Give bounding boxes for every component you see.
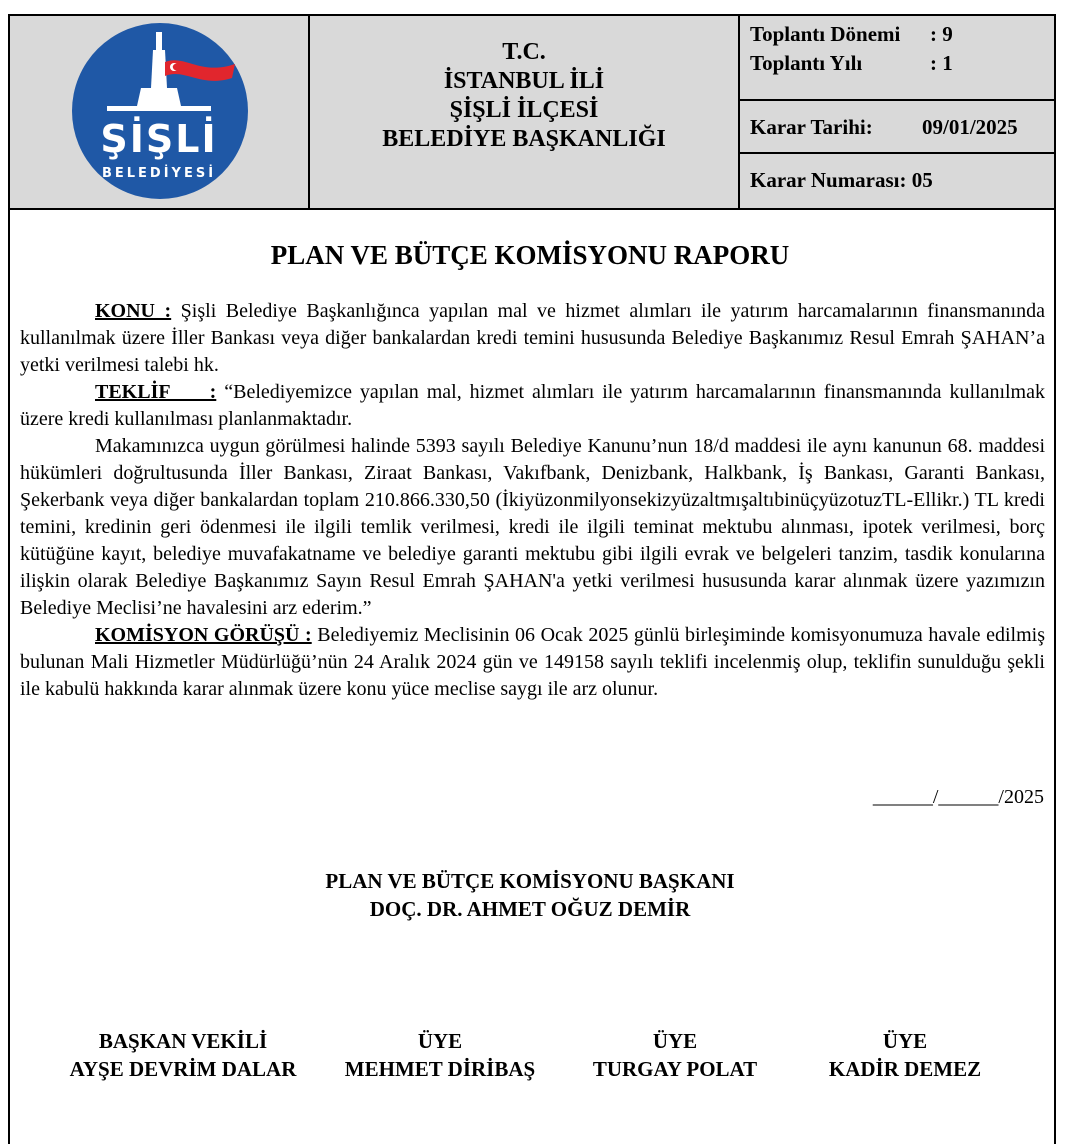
member-signature-1: [48, 1027, 318, 1083]
logo-sub-text: BELEDİYESİ: [101, 166, 217, 181]
logo-tower: [151, 50, 167, 88]
logo-tower-base: [137, 88, 181, 106]
logo-brand-text: ŞİŞLİ: [100, 117, 218, 161]
report-title: PLAN VE BÜTÇE KOMİSYONU RAPORU: [270, 240, 790, 270]
gorus-text: Belediyemiz Meclisinin 06 Ocak 2025 günlü birleşiminde komisyonumuza havale edilmiş bulunan Mali Hizmetler Müdürlüğü’nün 24 Aralık 2024 gün ve 149158 sayılı teklifi incelenmiş olup, teklifin sunulduğu şekli ile kabulü hakkında karar alınmak üzere konu yüce meclise saygı ile arz olunur.: [20, 624, 1045, 700]
member-signature-2: [325, 1027, 555, 1083]
date-line: ______/______/2025: [872, 786, 1044, 808]
teklif-paragraph: [20, 379, 1045, 433]
logo-cell: [10, 16, 310, 208]
member-title: ÜYE: [417, 1029, 463, 1053]
logo-tower-ground: [107, 106, 211, 111]
meeting-period-value: : 9: [930, 22, 953, 46]
decision-date-value: 09/01/2025: [922, 115, 1018, 139]
member-name: KADİR DEMEZ: [828, 1057, 982, 1081]
konu-text: Şişli Belediye Başkanlığınca yapılan mal ve hizmet alımları ile yatırım harcamalarının finansmanında kullanılmak üzere İller Bankası veya diğer bankalardan kredi temini hususunda Belediye Başkanımız Resul Emrah ŞAHAN’a yetki verilmesi talebi hk.: [20, 300, 1045, 376]
konu-paragraph: [20, 298, 1045, 379]
decision-date-label: Karar Tarihi:: [750, 115, 873, 139]
logo-tower-top: [156, 32, 162, 50]
title-line-mayoralty: BELEDİYE BAŞKANLIĞI: [382, 126, 666, 152]
chair-title: PLAN VE BÜTÇE KOMİSYONU BAŞKANI: [325, 869, 735, 893]
gorus-paragraph: [20, 622, 1045, 703]
member-title: ÜYE: [652, 1029, 698, 1053]
title-line-tc: T.C.: [502, 39, 546, 65]
meeting-year-label: Toplantı Yılı: [750, 51, 863, 75]
meeting-info-cell: [740, 16, 1054, 208]
gorus-label: KOMİSYON GÖRÜŞÜ :: [95, 624, 312, 646]
meeting-year-value: : 1: [930, 51, 953, 75]
member-name: MEHMET DİRİBAŞ: [344, 1057, 536, 1081]
member-title: BAŞKAN VEKİLİ: [98, 1029, 268, 1053]
institution-title-cell: [310, 16, 740, 208]
sisli-municipality-logo: [10, 16, 308, 208]
makam-paragraph: Makamınızca uygun görülmesi halinde 5393 sayılı Belediye Kanunu’nun 18/d maddesi ile aynı kanunun 68. maddesi hükümleri doğrultusunda İller Bankası, Ziraat Bankası, Vakıfbank, Denizbank, Halkbank, İş Bankası, Garanti Bankası, Şekerbank veya diğer bankalardan toplam 210.866.330,50 (İkiyüzonmilyonsekizyüzaltmışaltıbinüçyüzotuzTL-Ellikr.) TL kredi temini, kredinin geri ödenmesi ile ilgili temlik verilmesi, kredi ile ilgili teminat mektubu alınması, ipotek verilmesi, borç kütüğüne kayıt, belediye muvafakatname ve belediye garanti mektubu gibi ilgili evrak ve belgeleri tanzim, tasdik konularına ilişkin olarak Belediye Başkanımız Sayın Resul Emrah ŞAHAN'a yetki verilmesi hususunda karar alınmak üzere yazımızın Belediye Meclisi’ne havalesini arz ederim.”: [20, 435, 1045, 619]
title-line-province: İSTANBUL İLİ: [443, 68, 605, 94]
decision-date-row: [740, 101, 1054, 154]
header-table: [10, 16, 1054, 210]
chair-name: DOÇ. DR. AHMET OĞUZ DEMİR: [369, 897, 691, 921]
member-signature-3: [570, 1027, 780, 1083]
member-title: ÜYE: [882, 1029, 928, 1053]
meeting-period-label: Toplantı Dönemi: [750, 22, 901, 46]
meeting-period-row: [740, 16, 1054, 101]
member-name: TURGAY POLAT: [592, 1057, 758, 1081]
member-name: AYŞE DEVRİM DALAR: [69, 1057, 297, 1081]
title-line-district: ŞİŞLİ İLÇESİ: [449, 97, 599, 123]
decision-number-row: [740, 154, 1054, 208]
teklif-label: TEKLİF :: [95, 381, 217, 403]
report-body: [20, 298, 1045, 703]
chair-signature-block: [0, 867, 1060, 923]
decision-number: Karar Numarası: 05: [750, 168, 933, 192]
member-signature-4: [800, 1027, 1010, 1083]
teklif-text: “Belediyemizce yapılan mal, hizmet alımları ile yatırım harcamalarının finansmanında kullanılmak üzere kredi kullanılması planlanmaktadır.: [20, 381, 1045, 430]
konu-label: KONU :: [95, 300, 172, 322]
